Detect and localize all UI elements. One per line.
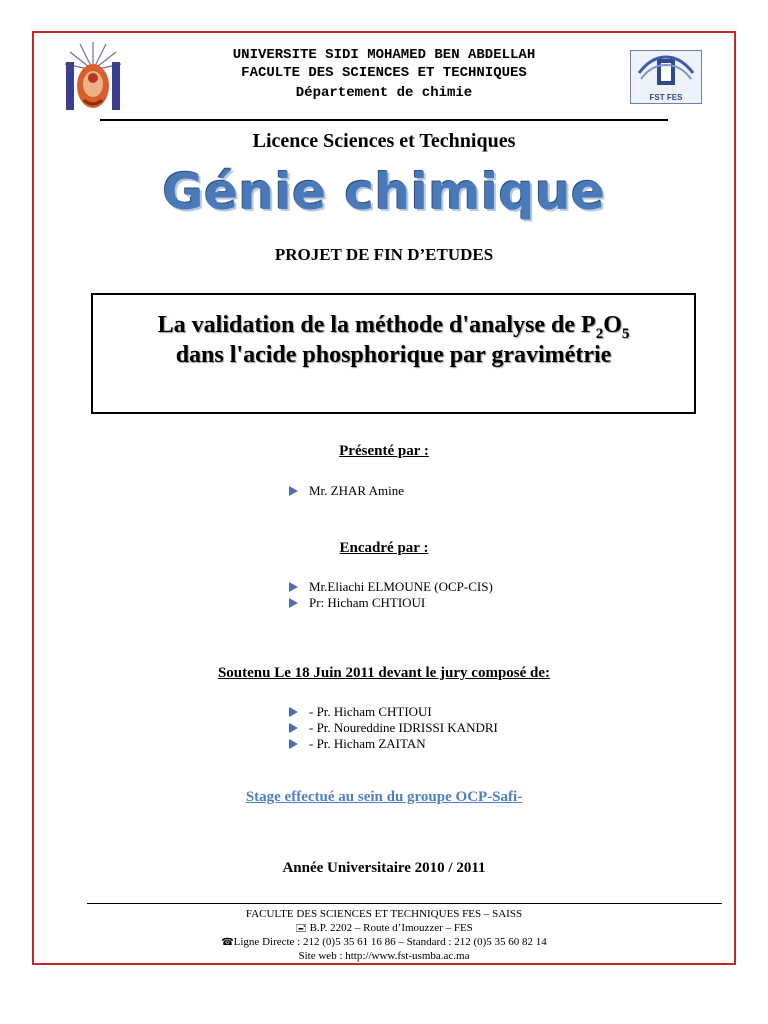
footer-line-3: ☎Ligne Directe : 212 (0)5 35 61 16 86 – Standard : 212 (0)5 35 60 82 14 <box>221 936 547 948</box>
jury-list <box>283 704 498 752</box>
list-item: Mr. ZHAR Amine <box>283 483 404 499</box>
licence-label: Licence Sciences et Techniques <box>252 130 516 152</box>
list-item: - Pr. Hicham ZAITAN <box>283 736 498 752</box>
fst-fes-logo-text: FST FES <box>649 93 683 102</box>
list-item: Pr: Hicham CHTIOUI <box>283 595 493 611</box>
academic-year: Année Universitaire 2010 / 2011 <box>282 860 486 876</box>
arrow-bullet-icon <box>289 582 298 592</box>
footer-line-1: FACULTE DES SCIENCES ET TECHNIQUES FES – SAISS <box>245 908 523 920</box>
faculty-name: FACULTE DES SCIENCES ET TECHNIQUES <box>241 65 527 81</box>
thesis-title-prefix: La validation de la méthode d'analyse de P <box>157 312 596 338</box>
footer-rule <box>87 903 722 904</box>
arrow-bullet-icon <box>289 598 298 608</box>
list-item: - Pr. Hicham CHTIOUI <box>283 704 498 720</box>
list-item: - Pr. Noureddine IDRISSI KANDRI <box>283 720 498 736</box>
department-name: Département de chimie <box>295 85 473 101</box>
arrow-bullet-icon <box>289 739 298 749</box>
footer-line-2: 🖃 B.P. 2202 – Route d’Imouzzer – FES <box>295 922 473 934</box>
thesis-title-box <box>91 293 696 414</box>
project-label: PROJET DE FIN D’ETUDES <box>274 245 494 264</box>
supervised-heading: Encadré par : <box>339 540 429 556</box>
header-rule <box>100 119 668 121</box>
university-name: UNIVERSITE SIDI MOHAMED BEN ABDELLAH <box>232 47 536 63</box>
specialty-title: Génie chimique <box>162 163 606 221</box>
list-item: Mr.Eliachi ELMOUNE (OCP-CIS) <box>283 579 493 595</box>
mailbox-icon: 🖃 <box>295 923 307 934</box>
thesis-title-sub-5: 5 <box>621 325 630 342</box>
presented-list <box>283 483 404 499</box>
arrow-bullet-icon <box>289 707 298 717</box>
arrow-bullet-icon <box>289 723 298 733</box>
thesis-title-line-2: dans l'acide phosphorique par gravimétrie <box>175 342 612 368</box>
footer-line-4: Site web : http://www.fst-usmba.ac.ma <box>298 950 470 962</box>
jury-heading: Soutenu Le 18 Juin 2011 devant le jury composé de: <box>217 665 551 681</box>
presented-heading: Présenté par : <box>339 443 429 459</box>
arrow-bullet-icon <box>289 486 298 496</box>
thesis-title-line-1 <box>93 312 694 343</box>
phone-icon: ☎ <box>221 937 234 948</box>
fst-fes-logo <box>630 50 702 104</box>
university-emblem-logo <box>62 40 124 114</box>
supervised-list <box>283 579 493 611</box>
thesis-title-o: O <box>603 312 622 338</box>
internship-note: Stage effectué au sein du groupe OCP-Safi- <box>245 789 523 805</box>
thesis-title-sub-2: 2 <box>595 325 604 342</box>
